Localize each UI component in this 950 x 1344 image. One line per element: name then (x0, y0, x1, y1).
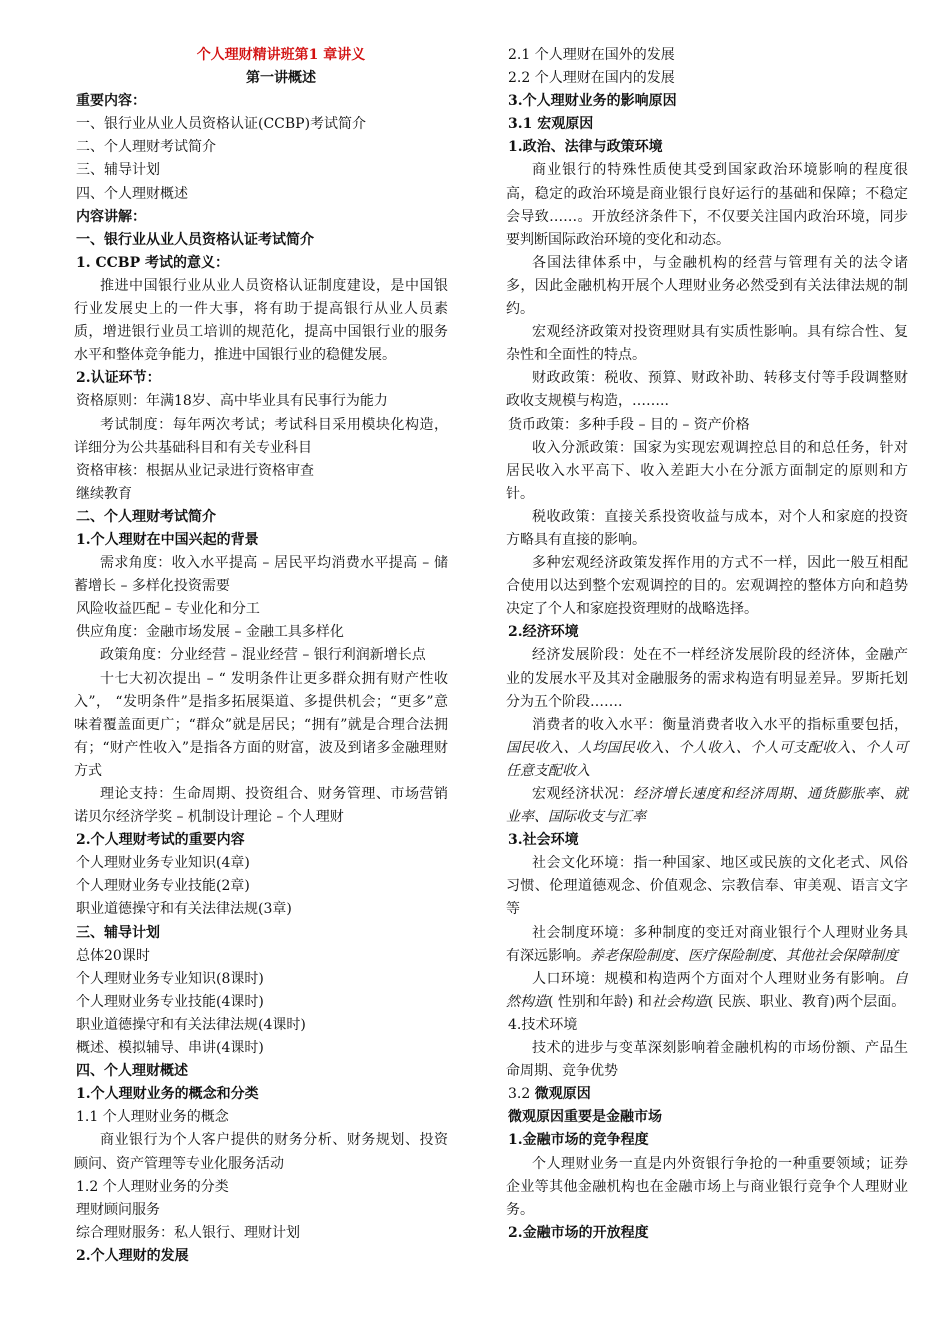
italic-text: 自然构造 (506, 970, 908, 1010)
section-heading: 四、个人理财概述 (76, 1063, 188, 1080)
text-line: 1.2 个人理财业务的分类 (76, 1178, 229, 1195)
text-line: 个人理财业务专业技能(2章) (76, 878, 250, 895)
paragraph-text: 人口环境：规模和构造两个方面对个人理财业务有影响。 (532, 970, 894, 987)
section-heading: 三、辅导计划 (76, 924, 160, 941)
paragraph (506, 644, 908, 713)
paragraph-text: 宏观经济政策对投资理财具有实质性影响。具有综合性、复杂性和全面性的特点。 (506, 324, 908, 364)
paragraph-text: 多种宏观经济政策发挥作用的方式不一样，因此一般互相配合使用以达到整个宏观调控的目的。宏观调控的整体方向和趋势决定了个人和家庭投资理财的战略选择。 (506, 555, 908, 618)
paragraph-text: 社会制度环境：多种制度的变迁对商业银行个人理财业务具有深远影响。 (506, 924, 908, 964)
text-line: 个人理财业务专业知识(8课时) (76, 970, 264, 987)
paragraph (506, 159, 908, 251)
paragraph-text: 收入分派政策：国家为实现宏观调控总目的和总任务，针对居民收入水平高下、收入差距大小在分派方面制定的原则和方针。 (506, 439, 908, 502)
section-heading: 重要内容： (76, 93, 146, 110)
paragraph (506, 506, 908, 552)
paragraph-text: 理论支持：生命周期、投资组合、财务管理、市场营销诺贝尔经济学奖 – 机制设计理论 – 个人理财 (74, 786, 448, 826)
section-heading: 1.政治、法律与政策环境 (508, 139, 663, 156)
section-heading: 内容讲解： (76, 208, 146, 225)
section-number: 3.2 (508, 1086, 535, 1103)
text-line: 4.技术环境 (508, 1016, 578, 1033)
paragraph-text: ( 性别和年龄) 和 (548, 993, 652, 1010)
paragraph-text: 经济发展阶段：处在不一样经济发展阶段的经济体，金融产业的发展水平及其对金融服务的需求构造有明显差异。罗斯托划分为五个阶段……. (506, 647, 908, 710)
paragraph-text: 推进中国银行业从业人员资格认证制度建设，是中国银行业发展史上的一件大事，将有助于提高银行从业人员素质，增进银行业员工培训的规范化，提高中国银行业的服务水平和整体竞争能力，推进中国银行业的稳健发展。 (74, 277, 448, 364)
text-line: 1.1 个人理财业务的概念 (76, 1109, 229, 1126)
section-heading-text: 微观原因 (534, 1086, 591, 1103)
text-line: 三、辅导计划 (76, 162, 160, 179)
paragraph-text: 个人理财业务一直是内外资银行争抢的一种重要领域；证券企业等其他金融机构也在金融市场上与商业银行竞争个人理财业务。 (506, 1155, 908, 1218)
text-line: 2.1 个人理财在国外的发展 (508, 47, 675, 63)
paragraph (74, 644, 448, 667)
paragraph (506, 437, 908, 506)
italic-text: 养老保险制度、医疗保险制度、其他社会保障制度 (590, 947, 898, 964)
section-heading (506, 1083, 908, 1106)
paragraph (506, 252, 908, 321)
paragraph (506, 1037, 908, 1083)
document-title: 个人理财精讲班第1 章讲义 (196, 47, 366, 63)
paragraph (506, 922, 908, 968)
italic-text: 国民收入、人均国民收入、个人收入、个人可支配收入、个人可任意支配收入 (506, 739, 908, 779)
paragraph (506, 852, 908, 921)
text-line: 综合理财服务：私人银行、理财计划 (76, 1224, 300, 1241)
text-line: 货币政策：多种手段 – 目的 – 资产价格 (508, 416, 750, 433)
section-heading: 1.金融市场的竞争程度 (508, 1132, 649, 1149)
section-heading: 微观原因重要是金融市场 (508, 1109, 662, 1126)
paragraph-text: ( 民族、职业、教育)两个层面。 (707, 993, 906, 1010)
paragraph-text: 税收政策：直接关系投资收益与成本，对个人和家庭的投资方略具有直接的影响。 (506, 508, 908, 548)
section-heading: 2.认证环节： (76, 370, 161, 387)
section-heading: 2.经济环境 (508, 624, 579, 641)
italic-text: 经济增长速度和经济周期、通货膨胀率、就业率、国际收支与汇率 (506, 786, 909, 826)
text-line: 四、个人理财概述 (76, 185, 188, 202)
paragraph-text: 考试制度：每年两次考试；考试科目采用模块化构造，详细分为公共基础科目和有关专业科目 (74, 416, 448, 456)
paragraph (506, 321, 908, 367)
text-line: 个人理财业务专业知识(4章) (76, 855, 250, 872)
paragraph-text: 消费者的收入水平：衡量消费者收入水平的指标重要包括， (532, 716, 908, 733)
text-line: 2.2 个人理财在国内的发展 (508, 70, 675, 87)
section-heading: 1. CCBP 考试的意义： (76, 254, 230, 271)
text-line: 职业道德操守和有关法律法规(3章) (76, 901, 292, 918)
section-heading: 3.个人理财业务的影响原因 (508, 93, 677, 110)
section-heading: 1.个人理财业务的概念和分类 (76, 1086, 259, 1103)
paragraph-text: 社会文化环境：指一种国家、地区或民族的文化老式、风俗习惯、伦理道德观念、价值观念、宗教信奉、审美观、语言文字等 (506, 855, 908, 918)
text-line: 个人理财业务专业技能(4课时) (76, 993, 264, 1010)
text-line: 资格审核：根据从业记录进行资格审查 (76, 462, 314, 479)
paragraph (506, 783, 908, 829)
paragraph-text: 商业银行的特殊性质使其受到国家政治环境影响的程度很高，稳定的政治环境是商业银行良好运行的基础和保障；不稳定会导致……。开放经济条件下，不仅要关注国内政治环境，同步要判断国际政治环境的变化和动态。 (506, 162, 908, 248)
paragraph-text: 各国法律体系中，与金融机构的经营与管理有关的法令诸多，因此金融机构开展个人理财业务必然受到有关法律法规的制约。 (506, 254, 908, 318)
text-line: 风险收益匹配 – 专业化和分工 (76, 601, 260, 618)
section-heading: 3.社会环境 (508, 832, 579, 849)
section-heading: 二、个人理财考试简介 (76, 508, 216, 525)
paragraph-text: 财政政策：税收、预算、财政补助、转移支付等手段调整财政收支规模与构造，…….. (506, 370, 908, 410)
paragraph (74, 275, 448, 367)
paragraph-text: 需求角度：收入水平提高 – 居民平均消费水平提高 – 储蓄增长 – 多样化投资需要 (74, 555, 448, 595)
text-line: 理财顾问服务 (76, 1201, 160, 1218)
paragraph (506, 714, 908, 783)
paragraph (74, 783, 448, 829)
section-heading: 2.个人理财的发展 (76, 1247, 189, 1264)
paragraph (506, 552, 908, 621)
paragraph (506, 367, 908, 413)
paragraph-text: 十七大初次提出 – “ 发明条件让更多群众拥有财产性收入”， “发明条件”是指多拓展渠道、多提供机会；“更多”意味着覆盖面更广；“群众”就是居民；“拥有”就是合理合法拥有；“财产性收入”是指各方面的财富，波及到诸多金融理财方式 (74, 670, 448, 779)
paragraph-text: 政策角度：分业经营 – 混业经营 – 银行利润新增长点 (100, 647, 426, 664)
paragraph-text: 商业银行为个人客户提供的财务分析、财务规划、投资顾问、资产管理等专业化服务活动 (74, 1132, 448, 1172)
section-heading: 2.金融市场的开放程度 (508, 1224, 649, 1241)
right-column (506, 44, 908, 1245)
text-line: 职业道德操守和有关法律法规(4课时) (76, 1016, 306, 1033)
text-line: 总体20课时 (76, 947, 150, 964)
text-line: 继续教育 (76, 485, 132, 502)
paragraph (506, 1153, 908, 1222)
text-line: 一、银行业从业人员资格认证(CCBP)考试简介 (76, 116, 367, 133)
paragraph (74, 552, 448, 598)
section-heading: 1.个人理财在中国兴起的背景 (76, 531, 259, 548)
text-line: 资格原则：年满18岁、高中毕业具有民事行为能力 (76, 393, 388, 410)
paragraph-text: 宏观经济状况： (532, 786, 634, 802)
left-column (74, 44, 448, 1268)
paragraph (74, 668, 448, 783)
text-line: 概述、模拟辅导、串讲(4课时) (76, 1040, 264, 1057)
section-heading: 2.个人理财考试的重要内容 (76, 832, 245, 849)
section-heading: 一、银行业从业人员资格认证考试简介 (76, 231, 314, 248)
text-line: 供应角度：金融市场发展 – 金融工具多样化 (76, 624, 344, 641)
paragraph (74, 414, 448, 460)
italic-text: 社会构造 (651, 993, 708, 1010)
paragraph-text: 技术的进步与变革深刻影响着金融机构的市场份额、产品生命周期、竞争优势 (506, 1040, 908, 1080)
section-heading: 3.1 宏观原因 (508, 116, 594, 133)
lecture-subtitle: 第一讲概述 (246, 70, 316, 87)
paragraph (506, 968, 908, 1014)
paragraph (74, 1129, 448, 1175)
text-line: 二、个人理财考试简介 (76, 139, 216, 156)
